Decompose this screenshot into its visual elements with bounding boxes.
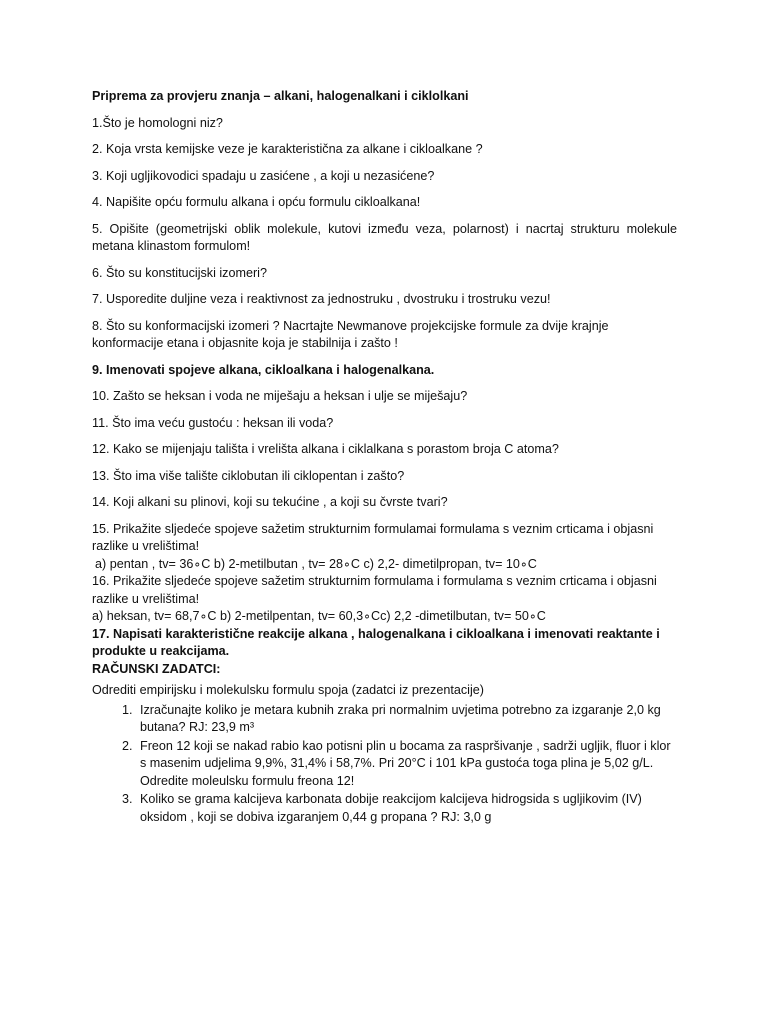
- document-body: [92, 88, 677, 827]
- question-5: 5. Opišite (geometrijski oblik molekule, kutovi između veza, polarnost) i nacrtaj strukturu molekule metana klinastom formulom!: [92, 221, 677, 253]
- task-list: [92, 702, 677, 827]
- question-9: 9. Imenovati spojeve alkana, cikloalkana i halogenalkana.: [92, 362, 435, 377]
- question-8: 8. Što su konformacijski izomeri ? Nacrtajte Newmanove projekcijske formule za dvije krajnje konformacije etana i objasnite koja je stabilnija i zašto !: [92, 318, 609, 350]
- task-item-2: 2. Freon 12 koji se nakad rabio kao potisni plin u bocama za raspršivanje , sadrži ugljik, fluor i klor s masenim udjelima 9,9%, 31,4% i 58,7%. Pri 20°C i 101 kPa gustoća toga plina je 5,02 g/L. Odredite moleulsku formulu freona 12!: [136, 738, 677, 791]
- question-13: 13. Što ima više talište ciklobutan ili ciklopentan i zašto?: [92, 468, 405, 483]
- question-4: 4. Napišite opću formulu alkana i opću formulu cikloalkana!: [92, 195, 421, 209]
- question-16: 16. Prikažite sljedeće spojeve sažetim strukturnim formulama i formulama s veznim crticama i objasni razlike u vrelištima!: [92, 574, 657, 606]
- question-7: 7. Usporedite duljine veza i reaktivnost za jednostruku , dvostruku i trostruku vezu!: [92, 292, 551, 306]
- section-heading: RAČUNSKI ZADATCI:: [92, 661, 221, 676]
- question-11: 11. Što ima veću gustoću : heksan ili voda?: [92, 415, 334, 430]
- document-title: Priprema za provjeru znanja – alkani, halogenalkani i ciklolkani: [92, 89, 469, 103]
- question-6: 6. Što su konstitucijski izomeri?: [92, 265, 267, 280]
- section-intro: Odrediti empirijsku i molekulsku formulu spoja (zadatci iz prezentacije): [92, 683, 484, 697]
- question-1: 1.Što je homologni niz?: [92, 115, 223, 130]
- question-16-compounds: a) heksan, tv= 68,7∘C b) 2-metilpentan, tv= 60,3∘Cc) 2,2 -dimetilbutan, tv= 50∘C: [92, 609, 546, 623]
- task-item-3: 3. Koliko se grama kalcijeva karbonata dobije reakcijom kalcijeva hidrogsida s ugljikovim (IV) oksidom , koji se dobiva izgaranjem 0,44 g propana ? RJ: 3,0 g: [136, 791, 677, 826]
- question-10: 10. Zašto se heksan i voda ne miješaju a heksan i ulje se miješaju?: [92, 389, 468, 403]
- question-14: 14. Koji alkani su plinovi, koji su tekućine , a koji su čvrste tvari?: [92, 495, 448, 509]
- question-17: 17. Napisati karakteristične reakcije alkana , halogenalkana i cikloalkana i imenovati reaktante i produkte u reakcijama.: [92, 626, 660, 658]
- question-15: 15. Prikažite sljedeće spojeve sažetim strukturnim formulamai formulama s veznim crticama i objasni razlike u vrelištima!: [92, 521, 654, 553]
- question-2: 2. Koja vrsta kemijske veze je karakteristična za alkane i cikloalkane ?: [92, 142, 483, 156]
- question-3: 3. Koji ugljikovodici spadaju u zasićene , a koji u nezasićene?: [92, 168, 435, 183]
- question-12: 12. Kako se mijenjaju tališta i vrelišta alkana i ciklalkana s porastom broja C atoma?: [92, 442, 559, 456]
- question-15-compounds: a) pentan , tv= 36∘C b) 2-metilbutan , tv= 28∘C c) 2,2- dimetilpropan, tv= 10∘C: [95, 556, 537, 571]
- task-item-1: 1. Izračunajte koliko je metara kubnih zraka pri normalnim uvjetima potrebno za izgaranje 2,0 kg butana? RJ: 23,9 m³: [136, 702, 677, 737]
